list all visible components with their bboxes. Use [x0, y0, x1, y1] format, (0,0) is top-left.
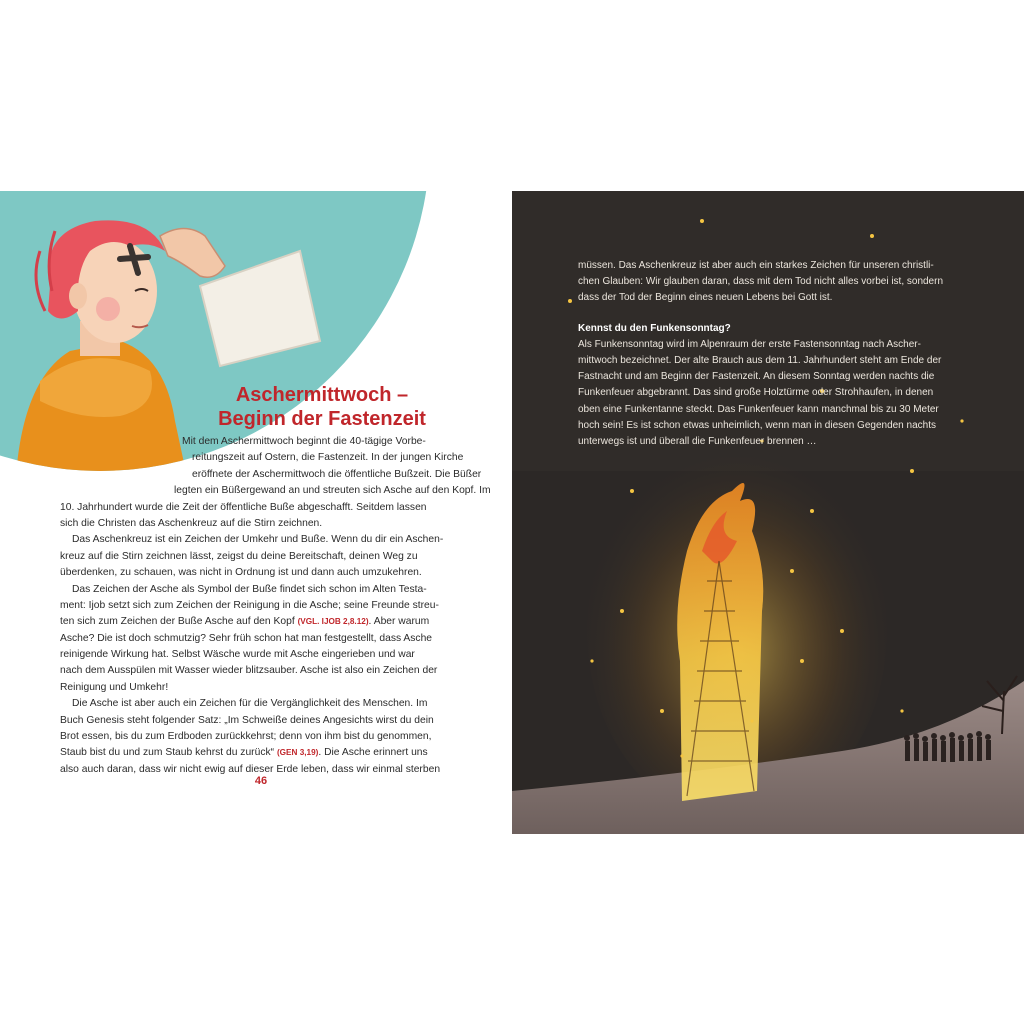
text-line: unterwegs ist und überall die Funkenfeuer brennen …	[578, 435, 817, 447]
body-line-text: sich die Christen das Aschenkreuz auf die Stirn zeichnen.	[60, 517, 323, 529]
body-text	[60, 434, 491, 778]
text-line: hoch sein! Es ist schon etwas unheimlich, wenn man in diesen Gegenden nachts	[578, 419, 936, 431]
text-line: dass der Tod der Beginn eines neuen Lebens bei Gott ist.	[578, 292, 833, 304]
title-line-1: Aschermittwoch –	[235, 384, 409, 406]
text-line: Als Funkensonntag wird im Alpenraum der erste Fastensonntag nach Ascher-	[578, 338, 921, 350]
body-line-text: legten ein Büßergewand an und streuten sich Asche auf den Kopf. Im	[174, 485, 491, 497]
text-line: oben eine Funkentanne steckt. Das Funkenfeuer kann manchmal bis zu 30 Meter	[578, 403, 939, 415]
body-line-text: eröffnete der Aschermittwoch die öffentliche Bußzeit. Die Büßer	[192, 468, 482, 480]
body-line-text: Reinigung und Umkehr!	[60, 681, 169, 693]
body-line-text: . Aber warum	[368, 616, 430, 628]
body-line	[60, 565, 446, 581]
body-line-text: überdenken, zu schauen, was nicht in Ordnung ist und dann auch umzukehren.	[60, 567, 422, 579]
body-line	[60, 713, 446, 729]
page-title	[190, 383, 454, 431]
body-line-text: Das Zeichen der Asche als Symbol der Buße findet sich schon im Alten Testa-	[72, 583, 427, 595]
body-line-text: Staub bist du und zum Staub kehrst du zurück“	[60, 747, 275, 759]
body-line	[60, 598, 446, 614]
body-line	[60, 729, 446, 745]
page-number: 46	[254, 775, 268, 787]
body-line-text: Mit dem Aschermittwoch beginnt die 40-tägige Vorbe-	[182, 436, 426, 447]
body-line	[60, 516, 446, 532]
body-line	[60, 647, 446, 663]
left-page	[0, 191, 512, 834]
body-line	[60, 663, 446, 679]
section-heading: Kennst du den Funkensonntag?	[578, 322, 731, 334]
funkensonntag-paragraph	[578, 337, 978, 450]
body-line	[60, 450, 464, 466]
bible-reference: (GEN 3,19)	[276, 748, 319, 758]
text-line: Funkenfeuer abgebrannt. Das sind große Holztürme oder Strohhaufen, in denen	[578, 387, 934, 399]
body-line-text: reinigende Wirkung hat. Selbst Wäsche wurde mit Asche eingerieben und war	[60, 649, 415, 661]
body-line	[60, 631, 446, 647]
body-line-text: nach dem Ausspülen mit Wasser wieder blitzsauber. Asche ist also ein Zeichen der	[60, 665, 438, 677]
bible-reference: (VGL. IJOB 2,8.12)	[297, 617, 369, 627]
body-line	[60, 549, 446, 565]
title-line-2: Beginn der Fastenzeit	[218, 408, 426, 430]
text-line: müssen. Das Aschenkreuz ist aber auch ein starkes Zeichen für unseren christli-	[578, 260, 934, 271]
body-line	[60, 696, 446, 712]
body-line-text: Buch Genesis steht folgender Satz: „Im Schweiße deines Angesichts wirst du dein	[60, 714, 434, 726]
text-line: Fastnacht und am Beginn der Fastenzeit. An diesem Sonntag werden nachts die	[578, 371, 935, 383]
right-text	[578, 258, 978, 450]
body-line	[60, 680, 446, 696]
body-line-text: kreuz auf die Stirn zeichnen lässt, zeigst du deine Bereitschaft, deinen Weg zu	[60, 550, 418, 562]
body-line	[60, 434, 446, 450]
intro-paragraph	[578, 258, 978, 307]
body-line-text: . Die Asche erinnert uns	[318, 747, 428, 759]
body-line	[60, 532, 446, 548]
body-line-text: 10. Jahrhundert wurde die Zeit der öffentliche Buße abgeschafft. Seitdem lassen	[60, 501, 427, 513]
body-line-text: Das Aschenkreuz ist ein Zeichen der Umkehr und Buße. Wenn du dir ein Aschen-	[72, 534, 444, 546]
body-line	[60, 614, 446, 630]
body-line-text: Die Asche ist aber auch ein Zeichen für die Vergänglichkeit des Menschen. Im	[72, 698, 428, 710]
body-line	[60, 483, 491, 499]
body-line-text: Asche? Die ist doch schmutzig? Sehr früh schon hat man festgestellt, dass Asche	[60, 632, 433, 644]
text-line: chen Glauben: Wir glauben daran, dass mit dem Tod nicht alles vorbei ist, sondern	[578, 276, 944, 288]
right-page	[512, 191, 1024, 834]
body-line	[60, 500, 446, 516]
body-line-text: ment: Ijob setzt sich zum Zeichen der Reinigung in die Asche; seine Freunde streu-	[60, 599, 439, 611]
text-line: mittwoch bezeichnet. Der alte Brauch aus dem 11. Jahrhundert steht am Ende der	[578, 354, 942, 366]
body-line	[60, 582, 446, 598]
body-line	[60, 745, 446, 761]
body-line-text: Brot essen, bis du zum Erdboden zurückkehrst; denn von ihm bist du genommen,	[60, 731, 432, 743]
body-line-text: also auch daran, dass wir nicht ewig auf dieser Erde leben, dass wir einmal sterben	[60, 763, 441, 775]
body-line-text: ten sich zum Zeichen der Buße Asche auf den Kopf	[60, 616, 295, 628]
body-line-text: reitungszeit auf Ostern, die Fastenzeit. In der jungen Kirche	[192, 452, 464, 464]
body-line	[60, 467, 482, 483]
